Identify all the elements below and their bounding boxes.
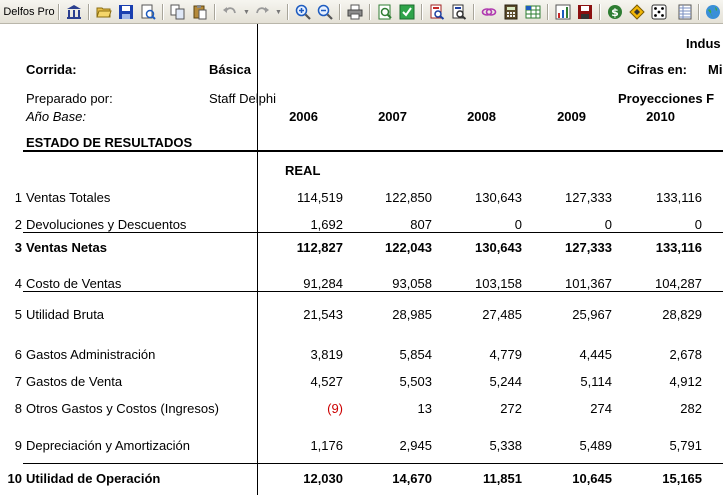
row-label: Gastos de Venta [26,374,123,389]
value-cell[interactable]: 4,445 [579,347,612,362]
cifras-value[interactable]: Mi [708,62,723,77]
redo-dropdown-icon[interactable]: ▼ [275,9,282,16]
row-number: 8 [14,401,22,416]
disk-icon[interactable] [576,3,594,21]
row-number: 7 [14,374,22,389]
corrida-value[interactable]: Básica [209,62,251,77]
value-cell[interactable]: 91,284 [303,276,343,291]
row-number: 1 [14,190,22,205]
row-number: 4 [14,276,22,291]
value-cell[interactable]: 4,527 [310,374,343,389]
value-cell[interactable]: 1,176 [310,438,343,453]
zoom-in-icon[interactable] [294,3,312,21]
app-label[interactable]: Delfos Pro [3,6,55,18]
year-2009: 2009 [557,109,586,124]
row-divider [23,463,723,464]
toolbar-separator [698,4,700,20]
toolbar-separator [547,4,549,20]
row-label: Gastos Administración [26,347,156,362]
undo-icon[interactable] [221,3,239,21]
row-label: Ventas Netas [26,240,107,255]
row-label: Ventas Totales [26,190,111,205]
spreadsheet-area [0,24,723,495]
value-cell[interactable]: 1,692 [310,217,343,232]
zoom-out-icon[interactable] [316,3,334,21]
calculator-icon[interactable] [502,3,520,21]
value-cell[interactable]: 5,114 [580,374,612,389]
value-cell[interactable]: 5,791 [669,438,702,453]
toolbar-separator [421,4,423,20]
year-2008: 2008 [467,109,496,124]
row-number: 6 [14,347,22,362]
cifras-label: Cifras en: [627,62,687,77]
row-number: 10 [7,471,22,486]
anio-base-label: Año Base: [26,109,86,124]
value-cell[interactable]: 2,678 [669,347,702,362]
toolbar-separator [88,4,90,20]
proyecciones-label: Proyecciones F [618,91,715,106]
value-cell[interactable]: 2,945 [399,438,432,453]
toolbar-separator [473,4,475,20]
save-icon[interactable] [117,3,135,21]
table-icon[interactable] [676,3,694,21]
value-cell[interactable]: 14,670 [392,471,432,486]
value-cell[interactable]: 25,967 [572,307,612,322]
report-icon[interactable] [376,3,394,21]
copy-icon[interactable] [169,3,187,21]
value-cell[interactable]: 0 [514,217,522,232]
paste-icon[interactable] [191,3,209,21]
globe-icon[interactable] [704,3,722,21]
link-icon[interactable] [480,3,498,21]
search-report-icon[interactable] [428,3,446,21]
value-cell[interactable]: 5,503 [399,374,432,389]
toolbar-separator [369,4,371,20]
value-cell[interactable]: 93,058 [392,276,432,291]
dollar-icon[interactable] [606,3,624,21]
value-cell[interactable]: 133,116 [655,240,702,255]
toolbar-separator [599,4,601,20]
check-icon[interactable] [398,3,416,21]
toolbar-separator [58,4,60,20]
value-cell[interactable]: 127,333 [565,240,612,255]
row-number: 9 [14,438,22,453]
value-cell[interactable]: 103,158 [475,276,522,291]
value-cell[interactable]: 104,287 [655,276,702,291]
toolbar-separator [162,4,164,20]
row-label: Otros Gastos y Costos (Ingresos) [26,401,219,416]
row-number: 3 [14,240,22,255]
row-label: Utilidad de Operación [26,471,161,486]
preparado-label: Preparado por: [26,91,113,106]
real-label: REAL [285,163,321,178]
value-cell[interactable]: 12,030 [303,471,343,486]
chart-icon[interactable] [554,3,572,21]
value-cell[interactable]: 122,043 [385,240,432,255]
value-cell[interactable]: 272 [500,401,522,416]
value-cell[interactable]: 10,645 [572,471,612,486]
value-cell[interactable]: 28,829 [662,307,702,322]
row-number: 5 [14,307,22,322]
value-cell[interactable]: 127,333 [565,190,612,205]
building-icon[interactable] [65,3,83,21]
value-cell[interactable]: 112,827 [296,240,343,255]
value-cell[interactable]: 282 [680,401,702,416]
value-cell[interactable]: 13 [417,401,432,416]
undo-dropdown-icon[interactable]: ▼ [243,9,250,16]
open-folder-icon[interactable] [95,3,113,21]
row-divider [23,232,723,233]
toolbar-separator [339,4,341,20]
row-label: Utilidad Bruta [26,307,105,322]
printer-icon[interactable] [346,3,364,21]
svg-text:$: $ [611,6,619,19]
preparado-value[interactable]: Staff Delphi [209,91,276,106]
value-cell[interactable]: 133,116 [655,190,702,205]
row-label: Costo de Ventas [26,276,122,291]
value-cell[interactable]: 5,854 [399,347,432,362]
value-cell[interactable]: 122,850 [385,190,432,205]
year-2010: 2010 [646,109,675,124]
toolbar-separator [287,4,289,20]
company-name: Indus [686,36,721,51]
value-cell[interactable]: 5,489 [579,438,612,453]
diamond-icon[interactable] [628,3,646,21]
toolbar [0,0,723,24]
corrida-label: Corrida: [26,62,77,77]
value-cell[interactable]: 11,851 [482,471,522,486]
grid-icon[interactable] [524,3,542,21]
row-number: 2 [14,217,22,232]
value-cell[interactable]: 4,779 [489,347,522,362]
toolbar-separator [214,4,216,20]
value-cell[interactable]: 0 [694,217,702,232]
value-cell[interactable]: 4,912 [669,374,702,389]
row-label: Depreciación y Amortización [26,438,191,453]
value-cell[interactable]: (9) [327,401,343,416]
value-cell[interactable]: 5,244 [489,374,522,389]
value-cell[interactable]: 274 [590,401,612,416]
value-cell[interactable]: 3,819 [310,347,343,362]
redo-icon[interactable] [253,3,271,21]
value-cell[interactable]: 807 [410,217,432,232]
section-title: ESTADO DE RESULTADOS [26,135,193,150]
year-2006: 2006 [289,109,318,124]
row-label: Devoluciones y Descuentos [26,217,187,232]
print-preview-icon[interactable] [139,3,157,21]
year-2007: 2007 [378,109,407,124]
value-cell[interactable]: 15,165 [662,471,702,486]
row-divider [23,291,723,292]
value-cell[interactable]: 130,643 [475,190,522,205]
value-cell[interactable]: 21,543 [303,307,343,322]
value-cell[interactable]: 114,519 [296,190,343,205]
dice-icon[interactable] [650,3,668,21]
value-cell[interactable]: 0 [604,217,612,232]
value-cell[interactable]: 28,985 [392,307,432,322]
value-cell[interactable]: 101,367 [565,276,612,291]
value-cell[interactable]: 27,485 [482,307,522,322]
value-cell[interactable]: 130,643 [475,240,522,255]
search-doc-icon[interactable] [450,3,468,21]
value-cell[interactable]: 5,338 [489,438,522,453]
section-underline [23,150,723,152]
